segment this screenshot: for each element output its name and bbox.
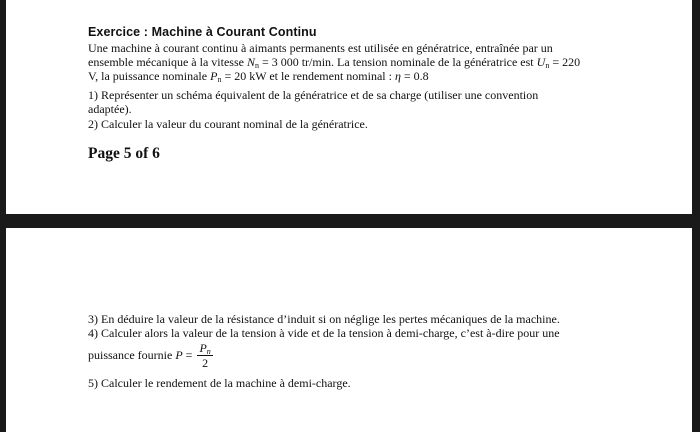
question-4-line-2: puissance fournie P = $\frac{P_n}{2}$	[88, 341, 211, 370]
document-page-bottom	[6, 228, 692, 432]
question-5: 5) Calculer le rendement de la machine à demi-charge.	[88, 376, 351, 390]
question-1-line-2: adaptée).	[88, 102, 132, 116]
question-1-line-1: 1) Représenter un schéma équivalent de la génératrice et de sa charge (utiliser une convention	[88, 88, 539, 102]
page-number-label: Page 5 of 6	[88, 145, 160, 162]
question-3: 3) En déduire la valeur de la résistance d’induit si on néglige les pertes mécaniques de la machine.	[88, 312, 560, 326]
intro-line-1: Une machine à courant continu à aimants permanents est utilisée en génératrice, entraînée par un	[88, 41, 553, 55]
question-2: 2) Calculer la valeur du courant nominal de la génératrice.	[88, 117, 368, 131]
document-page-top	[6, 0, 692, 214]
intro-line-3: V, la puissance nominale $P_n = 20$ kW et le rendement nominal : η = 0.8	[88, 69, 429, 84]
intro-line-2: ensemble mécanique à la vitesse $N_n = 3$ 000 tr/min. La tension nominale de la génératrice est $U_n = 220$	[88, 55, 581, 70]
power-fraction: $\frac{P_n}{2}$	[199, 341, 211, 370]
question-4-line-1: 4) Calculer alors la valeur de la tension à vide et de la tension à demi-charge, c’est à-dire pour une	[88, 326, 560, 340]
exercise-title: Exercice : Machine à Courant Continu	[88, 25, 317, 39]
